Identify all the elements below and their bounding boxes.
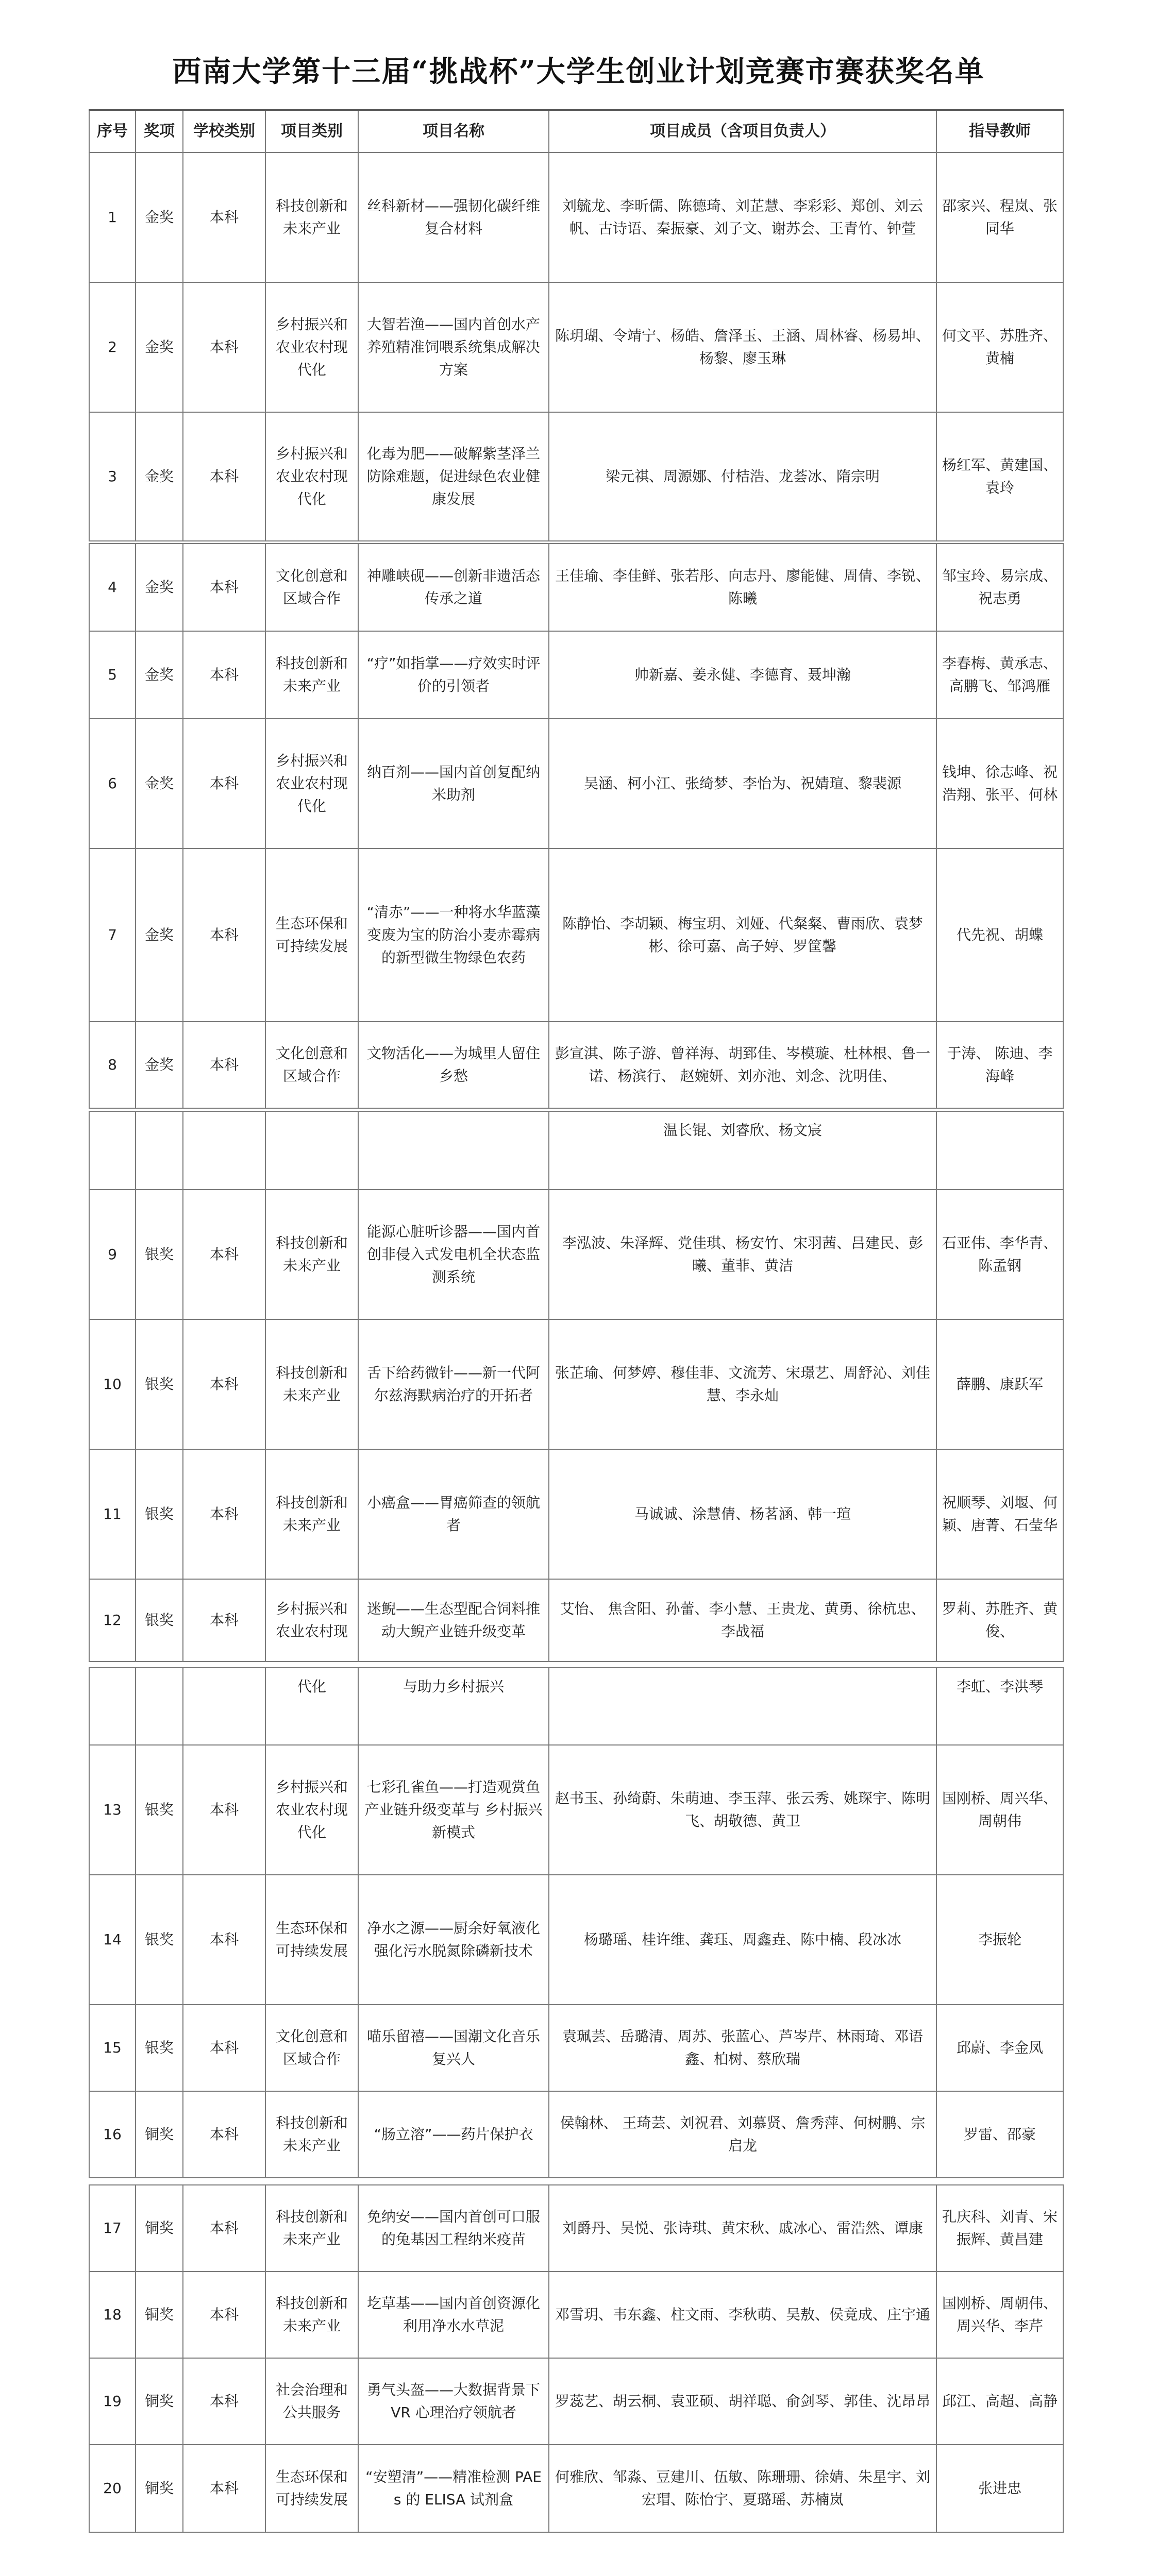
cell-award: 金奖 bbox=[136, 152, 183, 282]
table-row bbox=[89, 2185, 1063, 2272]
cell-teachers: 于涛、 陈迪、李海峰 bbox=[936, 1022, 1063, 1108]
cell-members: 艾怡、 焦含阳、孙蕾、李小慧、王贵龙、黄勇、徐杭忠、李战福 bbox=[549, 1579, 936, 1662]
cell-members: 李泓波、朱泽辉、党佳琪、杨安竹、宋羽茜、吕建民、彭曦、董菲、黄洁 bbox=[549, 1190, 936, 1319]
table-row bbox=[89, 849, 1063, 1022]
cell-members: 陈静怡、李胡颖、梅宝玥、刘娅、代粲粲、曹雨欣、袁梦彬、徐可嘉、高子婷、罗筐馨 bbox=[549, 849, 936, 1022]
cell-category: 文化创意和区域合作 bbox=[265, 544, 358, 631]
table-row bbox=[89, 2272, 1063, 2358]
cell-name: 丝科新材——强韧化碳纤维复合材料 bbox=[358, 152, 549, 282]
table-row-continuation bbox=[89, 1111, 1063, 1190]
table-row bbox=[89, 1449, 1063, 1579]
cell-award: 银奖 bbox=[136, 1579, 183, 1662]
cell-name: 净水之源——厨余好氧液化强化污水脱氮除磷新技术 bbox=[358, 1875, 549, 2005]
cell-name: 喵乐留禧——国潮文化音乐复兴人 bbox=[358, 2005, 549, 2091]
cell-award: 金奖 bbox=[136, 849, 183, 1022]
cell-no: 10 bbox=[89, 1319, 136, 1449]
cell-award: 银奖 bbox=[136, 1875, 183, 2005]
table-row-continuation bbox=[89, 1668, 1063, 1745]
cell-name: 能源心脏听诊器——国内首创非侵入式发电机全状态监测系统 bbox=[358, 1190, 549, 1319]
table-row bbox=[89, 152, 1063, 282]
table-row bbox=[89, 544, 1063, 631]
cell-category: 生态环保和可持续发展 bbox=[265, 2445, 358, 2532]
cell-school: 本科 bbox=[183, 1875, 265, 2005]
cell-category: 科技创新和未来产业 bbox=[265, 1190, 358, 1319]
cell-school: 本科 bbox=[183, 152, 265, 282]
cell-school: 本科 bbox=[183, 1022, 265, 1108]
cell-name: “疗”如指掌——疗效实时评价的引领者 bbox=[358, 631, 549, 719]
award-table-segment-5 bbox=[89, 2184, 1064, 2533]
cell-members: 罗蕊艺、胡云桐、袁亚硕、胡祥聪、俞剑琴、郭佳、沈昂昂 bbox=[549, 2358, 936, 2445]
cell-category: 科技创新和未来产业 bbox=[265, 2185, 358, 2272]
cell-award: 金奖 bbox=[136, 544, 183, 631]
cell-name: 免纳安——国内首创可口服的兔基因工程纳米疫苗 bbox=[358, 2185, 549, 2272]
cell-members: 陈玥瑚、令靖宁、杨皓、詹泽玉、王涵、周林睿、杨易坤、杨黎、廖玉琳 bbox=[549, 282, 936, 412]
cell-teachers: 邱蔚、李金凤 bbox=[936, 2005, 1063, 2091]
cell-name: “清赤”——一种将水华蓝藻变废为宝的防治小麦赤霉病的新型微生物绿色农药 bbox=[358, 849, 549, 1022]
cell-category: 文化创意和区域合作 bbox=[265, 2005, 358, 2091]
cell-no: 17 bbox=[89, 2185, 136, 2272]
cell-school: 本科 bbox=[183, 2005, 265, 2091]
cell-teachers: 国刚桥、周朝伟、周兴华、李芹 bbox=[936, 2272, 1063, 2358]
cell-category: 科技创新和未来产业 bbox=[265, 2091, 358, 2178]
cell-category-continued: 代化 bbox=[265, 1668, 358, 1745]
cell-teachers: 邵家兴、程岚、张同华 bbox=[936, 152, 1063, 282]
table-row bbox=[89, 2005, 1063, 2091]
cell-school: 本科 bbox=[183, 849, 265, 1022]
cell-teachers: 国刚桥、周兴华、周朝伟 bbox=[936, 1745, 1063, 1875]
cell-teachers: 李春梅、黄承志、高鹏飞、邹鸿雁 bbox=[936, 631, 1063, 719]
cell-name-continued: 与助力乡村振兴 bbox=[358, 1668, 549, 1745]
cell-members: 梁元祺、周源娜、付桔浩、龙荟冰、隋宗明 bbox=[549, 412, 936, 541]
cell-members: 马诚诚、涂慧倩、杨茗涵、韩一瑄 bbox=[549, 1449, 936, 1579]
cell-school: 本科 bbox=[183, 2091, 265, 2178]
cell-no: 8 bbox=[89, 1022, 136, 1108]
cell-members: 吴涵、柯小江、张绮梦、李怡为、祝婧瑄、黎裴源 bbox=[549, 719, 936, 849]
cell-members: 侯翰林、 王琦芸、刘祝君、刘慕贤、詹秀萍、何树鹏、宗启龙 bbox=[549, 2091, 936, 2178]
cell-school: 本科 bbox=[183, 1449, 265, 1579]
cell-name: 化毒为肥——破解紫茎泽兰防除难题，促进绿色农业健康发展 bbox=[358, 412, 549, 541]
table-row bbox=[89, 412, 1063, 541]
cell-category: 生态环保和可持续发展 bbox=[265, 1875, 358, 2005]
cell-no: 3 bbox=[89, 412, 136, 541]
cell-no: 16 bbox=[89, 2091, 136, 2178]
cell-teachers: 薛鹏、康跃军 bbox=[936, 1319, 1063, 1449]
cell-award: 金奖 bbox=[136, 719, 183, 849]
page-title: 西南大学第十三届“挑战杯”大学生创业计划竞赛市赛获奖名单 bbox=[172, 55, 985, 89]
cell-no: 4 bbox=[89, 544, 136, 631]
cell-award: 铜奖 bbox=[136, 2091, 183, 2178]
table-row bbox=[89, 1319, 1063, 1449]
table-row bbox=[89, 631, 1063, 719]
cell-award: 银奖 bbox=[136, 1319, 183, 1449]
cell-name: 大智若渔——国内首创水产养殖精准饲喂系统集成解决方案 bbox=[358, 282, 549, 412]
cell-award: 铜奖 bbox=[136, 2358, 183, 2445]
cell-teachers: 杨红军、黄建国、袁玲 bbox=[936, 412, 1063, 541]
cell-no: 7 bbox=[89, 849, 136, 1022]
cell-no: 13 bbox=[89, 1745, 136, 1875]
cell-no: 14 bbox=[89, 1875, 136, 2005]
cell-school: 本科 bbox=[183, 544, 265, 631]
cell-members: 杨璐瑶、桂许维、龚珏、周鑫垚、陈中楠、段冰冰 bbox=[549, 1875, 936, 2005]
header-category: 项目类别 bbox=[265, 110, 358, 152]
cell-teachers: 张进忠 bbox=[936, 2445, 1063, 2532]
cell-school: 本科 bbox=[183, 2185, 265, 2272]
header-teachers: 指导教师 bbox=[936, 110, 1063, 152]
cell-members: 何雅欣、邹淼、豆建川、伍敏、陈珊珊、徐婧、朱星宇、刘宏瑁、陈怡宇、夏璐瑶、苏楠岚 bbox=[549, 2445, 936, 2532]
cell-name: 舌下给药微针——新一代阿尔兹海默病治疗的开拓者 bbox=[358, 1319, 549, 1449]
header-school: 学校类别 bbox=[183, 110, 265, 152]
cell-category: 科技创新和未来产业 bbox=[265, 631, 358, 719]
cell-award: 金奖 bbox=[136, 631, 183, 719]
cell-category: 社会治理和公共服务 bbox=[265, 2358, 358, 2445]
cell-name: “安塑清”——精准检测 PAEs 的 ELISA 试剂盒 bbox=[358, 2445, 549, 2532]
cell-teachers: 钱坤、徐志峰、祝浩翔、张平、何林 bbox=[936, 719, 1063, 849]
cell-no: 11 bbox=[89, 1449, 136, 1579]
cell-school: 本科 bbox=[183, 282, 265, 412]
table-row bbox=[89, 1745, 1063, 1875]
cell-teachers: 邹宝玲、易宗成、祝志勇 bbox=[936, 544, 1063, 631]
cell-school: 本科 bbox=[183, 2445, 265, 2532]
cell-members: 袁珮芸、岳璐清、周苏、张蓝心、芦岑芹、林雨琦、邓语鑫、柏树、蔡欣瑞 bbox=[549, 2005, 936, 2091]
cell-school: 本科 bbox=[183, 2358, 265, 2445]
table-row bbox=[89, 719, 1063, 849]
award-table-segment-2 bbox=[89, 543, 1064, 1109]
cell-category: 乡村振兴和农业农村现代化 bbox=[265, 282, 358, 412]
cell-teachers: 石亚伟、李华青、陈孟钢 bbox=[936, 1190, 1063, 1319]
cell-award: 金奖 bbox=[136, 1022, 183, 1108]
header-members: 项目成员（含项目负责人） bbox=[549, 110, 936, 152]
cell-category: 生态环保和可持续发展 bbox=[265, 849, 358, 1022]
cell-members: 刘毓龙、李昕儒、陈德琦、刘芷慧、李彩彩、郑创、刘云帆、古诗语、秦振豪、刘子文、谢苏会、王青竹、钟萱 bbox=[549, 152, 936, 282]
cell-school: 本科 bbox=[183, 2272, 265, 2358]
cell-award: 银奖 bbox=[136, 1449, 183, 1579]
cell-members: 赵书玉、孙绮蔚、朱萌迪、李玉萍、张云秀、姚琛宇、陈明飞、胡敬德、黄卫 bbox=[549, 1745, 936, 1875]
cell-members: 邓雪玥、韦东鑫、柱文雨、李秋萌、吴敖、侯竟成、庄宇通 bbox=[549, 2272, 936, 2358]
cell-teachers: 邱江、高超、高静 bbox=[936, 2358, 1063, 2445]
table-row bbox=[89, 2091, 1063, 2178]
cell-members-continued: 温长锟、刘睿欣、杨文宸 bbox=[549, 1111, 936, 1190]
cell-name: 七彩孔雀鱼——打造观赏鱼产业链升级变革与 乡村振兴新模式 bbox=[358, 1745, 549, 1875]
cell-award: 铜奖 bbox=[136, 2445, 183, 2532]
cell-name: 迷鲵——生态型配合饲料推动大鲵产业链升级变革 bbox=[358, 1579, 549, 1662]
cell-category: 科技创新和未来产业 bbox=[265, 1449, 358, 1579]
cell-members: 帅新嘉、姜永健、李德育、聂坤瀚 bbox=[549, 631, 936, 719]
award-table-segment-3 bbox=[89, 1111, 1064, 1662]
cell-no: 18 bbox=[89, 2272, 136, 2358]
award-table-segment-1 bbox=[89, 109, 1064, 541]
cell-no: 5 bbox=[89, 631, 136, 719]
header-award: 奖项 bbox=[136, 110, 183, 152]
cell-school: 本科 bbox=[183, 1579, 265, 1662]
cell-teachers: 祝顺琴、刘堰、何颖、唐菁、石莹华 bbox=[936, 1449, 1063, 1579]
cell-members: 王佳瑜、李佳鲜、张若彤、向志丹、廖能健、周倩、李锐、陈曦 bbox=[549, 544, 936, 631]
cell-name: 圪草基——国内首创资源化利用净水水草泥 bbox=[358, 2272, 549, 2358]
cell-no: 9 bbox=[89, 1190, 136, 1319]
cell-no: 6 bbox=[89, 719, 136, 849]
cell-award: 金奖 bbox=[136, 282, 183, 412]
header-name: 项目名称 bbox=[358, 110, 549, 152]
header-no: 序号 bbox=[89, 110, 136, 152]
cell-school: 本科 bbox=[183, 631, 265, 719]
header-row bbox=[89, 110, 1063, 152]
cell-no: 2 bbox=[89, 282, 136, 412]
cell-school: 本科 bbox=[183, 1319, 265, 1449]
table-row bbox=[89, 1875, 1063, 2005]
cell-name: 小癌盒——胃癌筛查的领航者 bbox=[358, 1449, 549, 1579]
cell-name: “肠立溶”——药片保护衣 bbox=[358, 2091, 549, 2178]
cell-members: 彭宣淇、陈子游、曾祥海、胡郅佳、岑模璇、杜林根、鲁一诺、杨滨行、 赵婉妍、刘亦池、刘念、沈明佳、 bbox=[549, 1022, 936, 1108]
cell-teachers-continued: 李虹、李洪琴 bbox=[936, 1668, 1063, 1745]
cell-teachers: 罗雷、邵豪 bbox=[936, 2091, 1063, 2178]
cell-category: 科技创新和未来产业 bbox=[265, 2272, 358, 2358]
cell-no: 1 bbox=[89, 152, 136, 282]
cell-category: 文化创意和区域合作 bbox=[265, 1022, 358, 1108]
cell-teachers: 李振轮 bbox=[936, 1875, 1063, 2005]
cell-category: 乡村振兴和农业农村现代化 bbox=[265, 1745, 358, 1875]
cell-award: 银奖 bbox=[136, 1745, 183, 1875]
cell-category: 科技创新和未来产业 bbox=[265, 152, 358, 282]
award-table-segment-4 bbox=[89, 1667, 1064, 2178]
table-row bbox=[89, 2358, 1063, 2445]
cell-teachers: 何文平、苏胜齐、黄楠 bbox=[936, 282, 1063, 412]
cell-category: 乡村振兴和农业农村现代化 bbox=[265, 412, 358, 541]
cell-school: 本科 bbox=[183, 1190, 265, 1319]
cell-name: 勇气头盔——大数据背景下 VR 心理治疗领航者 bbox=[358, 2358, 549, 2445]
table-row bbox=[89, 1579, 1063, 1662]
table-row bbox=[89, 2445, 1063, 2532]
cell-teachers: 代先祝、胡蝶 bbox=[936, 849, 1063, 1022]
table-row bbox=[89, 282, 1063, 412]
cell-award: 铜奖 bbox=[136, 2272, 183, 2358]
cell-award: 银奖 bbox=[136, 1190, 183, 1319]
cell-teachers: 孔庆科、刘青、宋振辉、黄昌建 bbox=[936, 2185, 1063, 2272]
cell-no: 20 bbox=[89, 2445, 136, 2532]
cell-name: 神雕峡砚——创新非遗活态传承之道 bbox=[358, 544, 549, 631]
cell-school: 本科 bbox=[183, 1745, 265, 1875]
cell-no: 15 bbox=[89, 2005, 136, 2091]
cell-category: 乡村振兴和农业农村现 bbox=[265, 1579, 358, 1662]
cell-category: 乡村振兴和农业农村现代化 bbox=[265, 719, 358, 849]
cell-teachers: 罗莉、苏胜齐、黄俊、 bbox=[936, 1579, 1063, 1662]
cell-members: 刘爵丹、吴悦、张诗琪、黄宋秋、戚冰心、雷浩然、谭康 bbox=[549, 2185, 936, 2272]
cell-award: 铜奖 bbox=[136, 2185, 183, 2272]
cell-award: 银奖 bbox=[136, 2005, 183, 2091]
cell-no: 19 bbox=[89, 2358, 136, 2445]
cell-members: 张芷瑜、何梦婷、穆佳菲、文流芳、宋璟艺、周舒沁、刘佳慧、李永灿 bbox=[549, 1319, 936, 1449]
cell-school: 本科 bbox=[183, 719, 265, 849]
cell-award: 金奖 bbox=[136, 412, 183, 541]
cell-category: 科技创新和未来产业 bbox=[265, 1319, 358, 1449]
cell-no: 12 bbox=[89, 1579, 136, 1662]
cell-name: 文物活化——为城里人留住乡愁 bbox=[358, 1022, 549, 1108]
cell-school: 本科 bbox=[183, 412, 265, 541]
cell-name: 纳百剂——国内首创复配纳米助剂 bbox=[358, 719, 549, 849]
table-row bbox=[89, 1022, 1063, 1108]
table-row bbox=[89, 1190, 1063, 1319]
